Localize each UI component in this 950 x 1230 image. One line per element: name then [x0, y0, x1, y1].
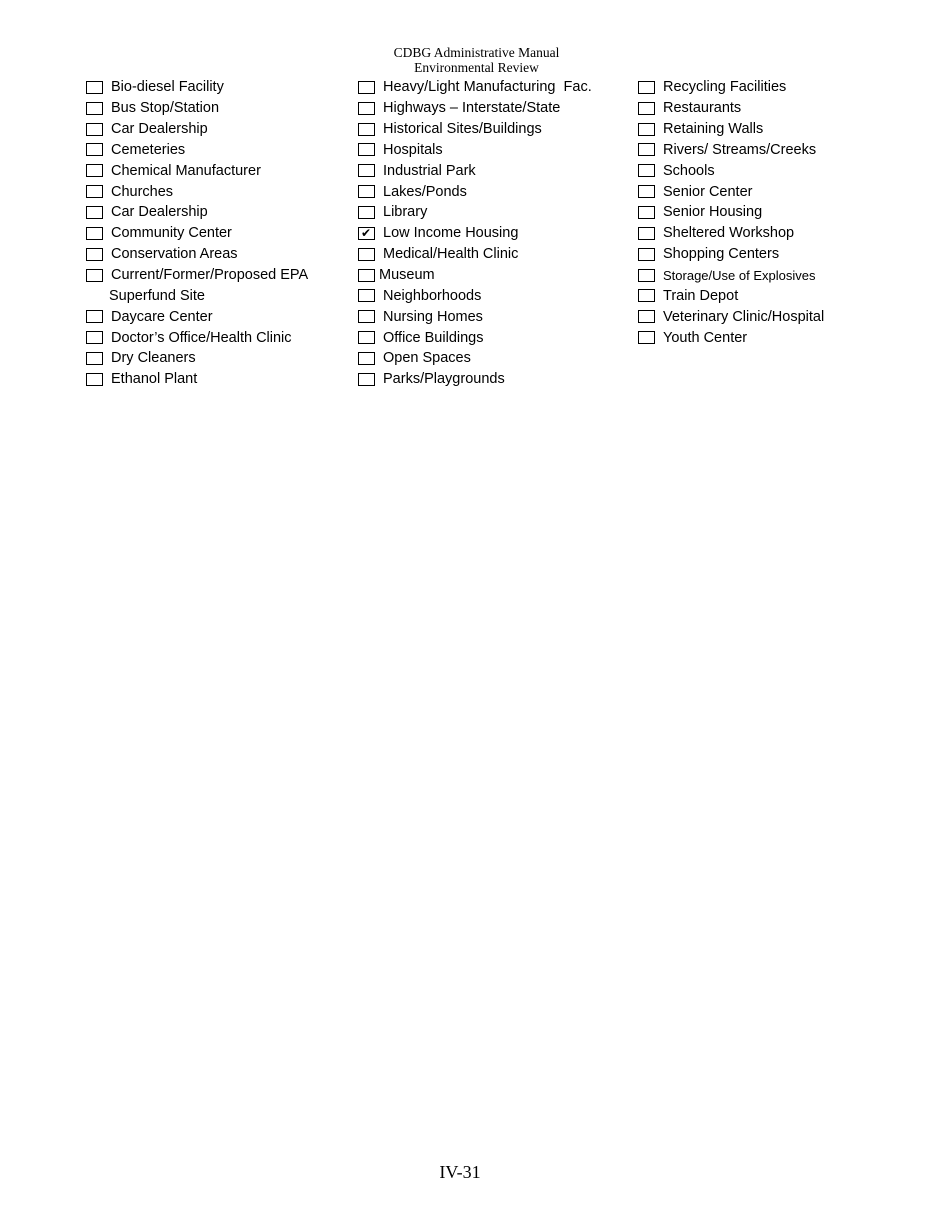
checklist-item-label-line2: Superfund Site	[109, 287, 205, 304]
checkbox[interactable]	[86, 227, 103, 240]
checklist-item-label: Industrial Park	[383, 162, 476, 179]
checkbox[interactable]	[638, 269, 655, 282]
checklist-item-label: Car Dealership	[111, 204, 208, 221]
checklist-item-label: Restaurants	[663, 100, 742, 117]
checkbox[interactable]	[358, 185, 375, 198]
checkbox[interactable]	[86, 352, 103, 365]
page-number: IV-31	[439, 1162, 481, 1182]
checklist-item[interactable]	[86, 77, 351, 98]
checklist-item-label: Doctor’s Office/Health Clinic	[111, 329, 292, 346]
checklist-item[interactable]	[358, 202, 633, 223]
checkbox[interactable]	[638, 206, 655, 219]
checklist-item-label: Heavy/Light Manufacturing Fac.	[383, 79, 592, 96]
checklist-item-label: Medical/Health Clinic	[383, 246, 519, 263]
checkbox[interactable]	[358, 143, 375, 156]
checklist-item-label: Lakes/Ponds	[383, 183, 467, 200]
checklist-item[interactable]	[638, 160, 938, 181]
checklist-item[interactable]	[358, 140, 633, 161]
checkbox[interactable]	[638, 102, 655, 115]
checklist-item-label: Cemeteries	[111, 141, 186, 158]
checklist-item[interactable]	[358, 160, 633, 181]
checkbox[interactable]	[638, 310, 655, 323]
checklist-item-label: Retaining Walls	[663, 121, 764, 138]
checklist-item[interactable]	[358, 244, 633, 265]
checklist-item-label: Ethanol Plant	[111, 371, 198, 388]
checkbox[interactable]	[358, 102, 375, 115]
checklist-item-label: Car Dealership	[111, 121, 208, 138]
checklist-item-label: Nursing Homes	[383, 308, 483, 325]
checkbox[interactable]	[638, 164, 655, 177]
checkbox[interactable]	[638, 289, 655, 302]
checkbox[interactable]	[86, 310, 103, 323]
checklist-item[interactable]	[358, 98, 633, 119]
checkbox[interactable]	[358, 373, 375, 386]
checkbox[interactable]	[86, 206, 103, 219]
checklist-item-label: Recycling Facilities	[663, 79, 787, 96]
checkbox[interactable]	[86, 164, 103, 177]
checklist-item-label: Office Buildings	[383, 329, 484, 346]
checklist-item[interactable]	[86, 202, 351, 223]
checklist-item[interactable]	[358, 306, 633, 327]
checklist-item-label: Neighborhoods	[383, 287, 482, 304]
checklist-column-3	[638, 77, 938, 348]
page-header	[0, 45, 950, 75]
checklist-item[interactable]	[638, 265, 938, 286]
checklist-item-label: Storage/Use of Explosives	[663, 267, 816, 283]
checklist-item[interactable]	[358, 327, 633, 348]
checkbox[interactable]	[86, 81, 103, 94]
checklist-item-continuation	[86, 285, 351, 306]
checklist-item[interactable]	[86, 348, 351, 369]
checklist-item[interactable]	[86, 119, 351, 140]
checklist-item-label: Historical Sites/Buildings	[383, 121, 542, 138]
checklist-item-label: Dry Cleaners	[111, 350, 196, 367]
checkbox[interactable]	[358, 164, 375, 177]
checklist-item-label: Senior Housing	[663, 204, 763, 221]
checklist-item-label: Library	[383, 204, 428, 221]
checkbox[interactable]	[358, 310, 375, 323]
checklist-item-label: Conservation Areas	[111, 246, 238, 263]
checklist-item-label: Parks/Playgrounds	[383, 371, 505, 388]
checklist-item-label: Hospitals	[383, 141, 443, 158]
checkbox[interactable]	[86, 185, 103, 198]
checklist-item-label: Open Spaces	[383, 350, 471, 367]
checklist-item-label: Community Center	[111, 225, 232, 242]
checklist-item-label: Schools	[663, 162, 715, 179]
checkmark-icon: ✔	[361, 225, 372, 240]
checklist-item[interactable]	[638, 77, 938, 98]
checklist-item[interactable]	[358, 369, 633, 390]
checklist-item-label: Train Depot	[663, 287, 739, 304]
checklist-item[interactable]	[86, 140, 351, 161]
checkbox[interactable]	[86, 123, 103, 136]
checklist-item[interactable]	[358, 265, 633, 286]
checklist-item-label: Current/Former/Proposed EPA	[111, 267, 309, 284]
checkbox[interactable]	[638, 81, 655, 94]
checklist-item[interactable]	[638, 202, 938, 223]
checklist-item-label: Rivers/ Streams/Creeks	[663, 141, 817, 158]
checklist-item[interactable]	[638, 327, 938, 348]
checklist-item[interactable]	[358, 285, 633, 306]
checklist-item-label: Bio-diesel Facility	[111, 79, 224, 96]
checklist-item[interactable]	[358, 223, 633, 244]
checkbox[interactable]	[86, 248, 103, 261]
header-subtitle: Environmental Review	[414, 60, 539, 75]
checklist-item-label: Highways – Interstate/State	[383, 100, 561, 117]
checklist-column-1	[86, 77, 351, 390]
checklist-item-label: Daycare Center	[111, 308, 213, 325]
checklist-item-label: Sheltered Workshop	[663, 225, 795, 242]
checklist-item[interactable]	[86, 98, 351, 119]
checklist-item[interactable]	[638, 181, 938, 202]
checkbox[interactable]	[638, 248, 655, 261]
checkbox[interactable]	[358, 123, 375, 136]
checkbox[interactable]	[358, 269, 375, 282]
checklist-item[interactable]	[358, 348, 633, 369]
checklist-item[interactable]	[638, 244, 938, 265]
checklist-item[interactable]	[86, 265, 351, 286]
checklist-item[interactable]	[638, 285, 938, 306]
header-title: CDBG Administrative Manual	[393, 45, 560, 60]
checklist-item-label: Bus Stop/Station	[111, 100, 220, 117]
checklist-item[interactable]	[638, 140, 938, 161]
checklist-item[interactable]	[86, 306, 351, 327]
checkbox[interactable]	[638, 143, 655, 156]
checklist-item-label: Shopping Centers	[663, 246, 780, 263]
checkbox[interactable]	[86, 373, 103, 386]
checklist-item[interactable]	[638, 223, 938, 244]
checklist-item[interactable]	[358, 181, 633, 202]
checklist-item[interactable]	[86, 244, 351, 265]
checklist-column-2	[358, 77, 633, 390]
checkbox[interactable]	[86, 102, 103, 115]
checkbox[interactable]	[638, 227, 655, 240]
checkbox[interactable]	[358, 331, 375, 344]
checkbox[interactable]	[638, 185, 655, 198]
checkbox[interactable]	[86, 269, 103, 282]
checklist-item[interactable]	[86, 223, 351, 244]
checklist-item[interactable]	[638, 306, 938, 327]
checklist-item-label: Veterinary Clinic/Hospital	[663, 308, 825, 325]
checklist-item[interactable]	[638, 98, 938, 119]
checklist-item[interactable]	[86, 327, 351, 348]
checklist-item[interactable]	[86, 369, 351, 390]
checkbox[interactable]	[86, 143, 103, 156]
checkbox[interactable]	[358, 206, 375, 219]
checkbox[interactable]	[358, 248, 375, 261]
checkbox[interactable]	[86, 331, 103, 344]
checklist-item[interactable]	[358, 77, 633, 98]
checklist-item[interactable]	[86, 181, 351, 202]
checklist-item-label: Churches	[111, 183, 174, 200]
checklist-item-label: Senior Center	[663, 183, 753, 200]
checklist-item[interactable]	[638, 119, 938, 140]
checklist-item-label: Museum	[379, 267, 435, 284]
checkbox[interactable]	[358, 81, 375, 94]
checklist-item-label: Chemical Manufacturer	[111, 162, 261, 179]
checklist-item-label: Low Income Housing	[383, 225, 519, 242]
checkbox[interactable]	[358, 289, 375, 302]
checklist-item[interactable]	[86, 160, 351, 181]
checklist-item[interactable]	[358, 119, 633, 140]
checkbox[interactable]	[358, 352, 375, 365]
checkbox[interactable]	[638, 331, 655, 344]
checklist-item-label: Youth Center	[663, 329, 748, 346]
checkbox[interactable]	[638, 123, 655, 136]
checkbox-checked[interactable]	[358, 227, 375, 240]
